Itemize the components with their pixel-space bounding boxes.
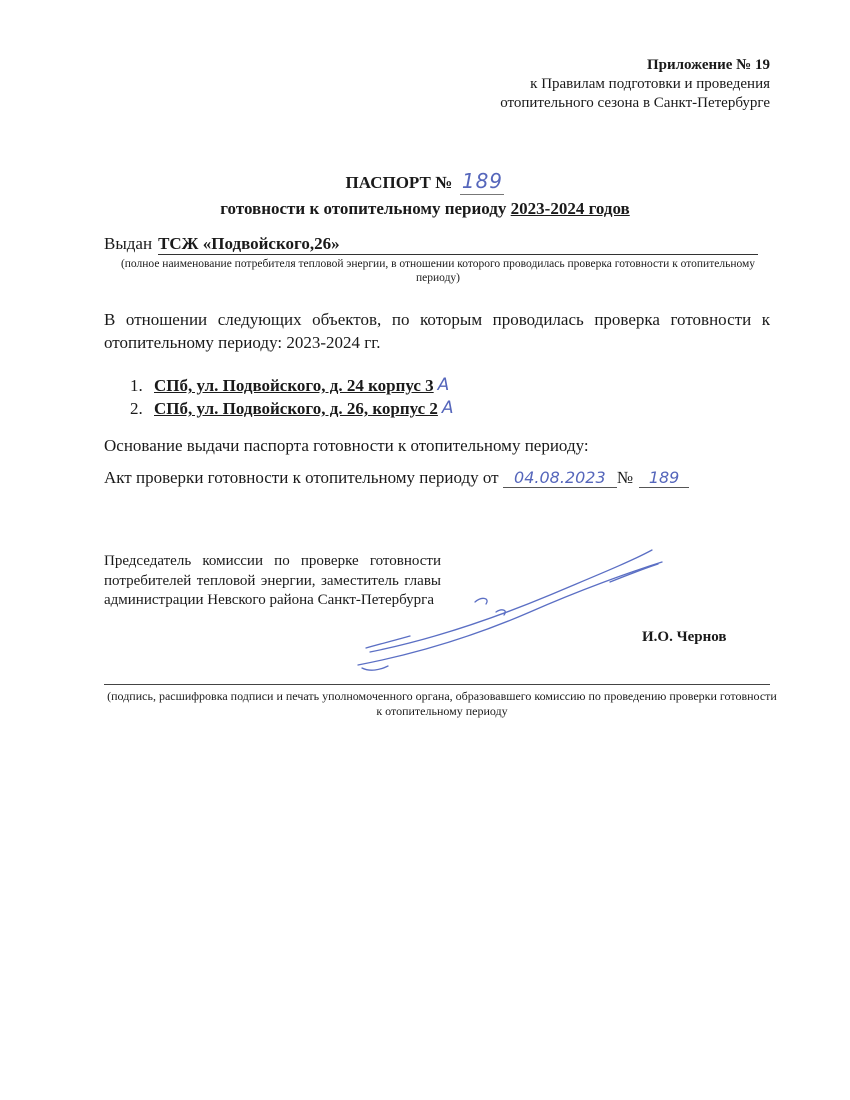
appendix-header: [500, 56, 770, 113]
basis-text: Основание выдачи паспорта готовности к отопительному периоду:: [104, 436, 589, 455]
issued-organization: ТСЖ «Подвойского,26»: [158, 234, 758, 255]
act-number-sign: №: [616, 468, 634, 487]
object-number: 2.: [130, 399, 143, 418]
passport-title-prefix: ПАСПОРТ №: [345, 173, 453, 192]
appendix-line-1: к Правилам подготовки и проведения: [530, 76, 770, 92]
handwritten-signature: [340, 540, 680, 690]
act-prefix: Акт проверки готовности к отопительному периоду от: [104, 468, 499, 487]
object-mark-handwritten: А: [441, 398, 454, 418]
appendix-line-2: отопительного сезона в Санкт-Петербурге: [500, 95, 770, 111]
chairman-title: Председатель комиссии по проверке готовности потребителей тепловой энергии, заместитель главы администрации Невского района Санкт-Петербурга: [104, 553, 441, 608]
issued-note: (полное наименование потребителя тепловой энергии, в отношении которого проводилась проверка готовности к отопительному периоду): [120, 258, 756, 284]
act-number-handwritten: 189: [639, 468, 689, 488]
act-line: [104, 468, 784, 488]
list-item: [130, 397, 730, 420]
passport-period: 2023-2024 годов: [510, 199, 630, 218]
passport-title-block: [0, 168, 850, 222]
signature-line: [104, 684, 770, 685]
passport-subtitle-prefix: готовности к отопительному периоду: [220, 199, 507, 218]
list-item: [130, 374, 730, 397]
passport-subtitle: [0, 196, 850, 222]
issued-line: [104, 234, 770, 255]
object-address: СПб, ул. Подвойского, д. 24 корпус 3: [154, 376, 434, 395]
act-date-handwritten: 04.08.2023: [503, 468, 617, 488]
objects-intro: В отношении следующих объектов, по которым проводилась проверка готовности к отопительному периоду: 2023-2024 гг.: [104, 310, 770, 352]
passport-number-handwritten: 189: [461, 169, 504, 193]
chairman-name: И.О. Чернов: [642, 629, 727, 645]
object-mark-handwritten: А: [437, 375, 450, 395]
passport-title: [0, 168, 850, 196]
signature-note: (подпись, расшифровка подписи и печать уполномоченного органа, образовавшего комиссию по проведению проверки готовности к отопительному периоду: [107, 689, 777, 718]
appendix-title: Приложение № 19: [646, 57, 770, 73]
object-address: СПб, ул. Подвойского, д. 26, корпус 2: [154, 399, 438, 418]
issued-label: Выдан: [104, 234, 153, 253]
objects-list: [130, 374, 730, 420]
object-number: 1.: [130, 376, 143, 395]
